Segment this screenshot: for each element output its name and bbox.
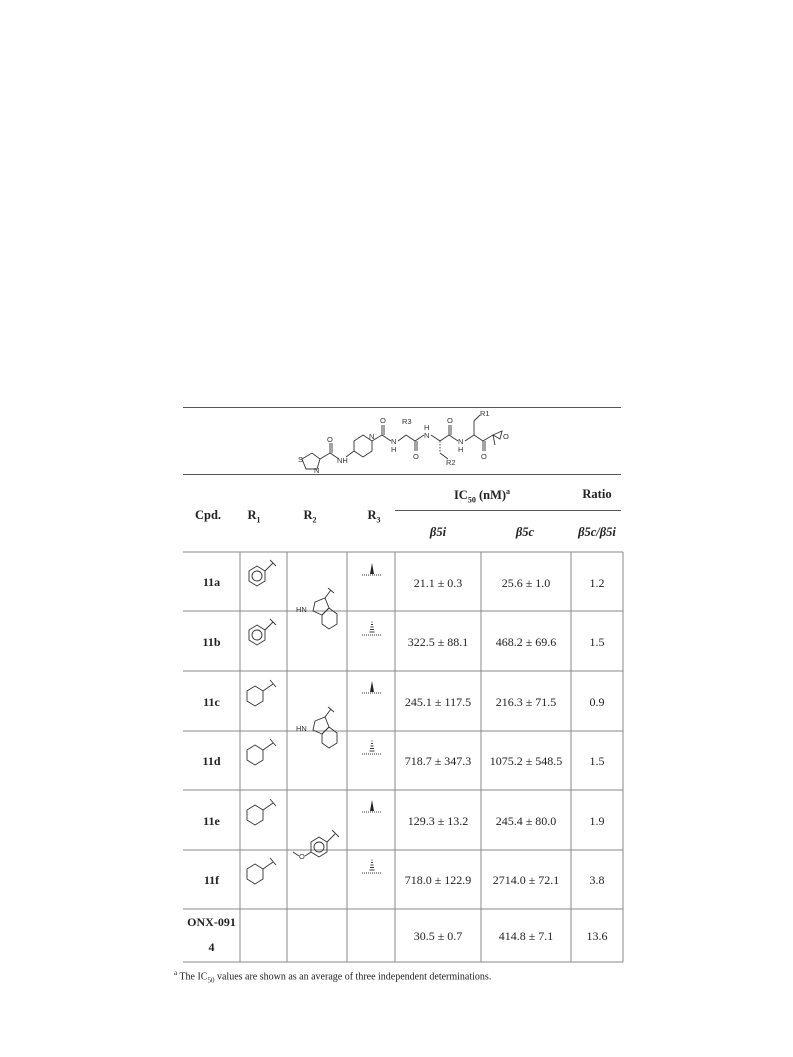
header-r1-text: R <box>247 508 257 522</box>
cpd-onx-0914-line2: 4 <box>208 940 215 954</box>
b5c-11f: 2714.0 ± 72.1 <box>492 873 560 887</box>
table-footnote <box>174 969 491 984</box>
indole-icon <box>289 705 345 761</box>
cyclohexyl-icon <box>243 674 283 714</box>
indole-icon <box>289 586 345 642</box>
urea-o-label: O <box>380 416 386 425</box>
peptide-h2-label: H <box>458 445 464 454</box>
b5i-11e: 129.3 ± 13.2 <box>407 814 469 828</box>
header-ratio: Ratio <box>582 487 612 501</box>
cpd-11f: 11f <box>203 873 220 887</box>
header-r3-text: R <box>367 508 377 522</box>
amide-o-label: O <box>327 435 333 444</box>
b5c-11b: 468.2 ± 69.6 <box>495 635 557 649</box>
scaffold-r2-label: R2 <box>446 458 456 467</box>
header-ic50-unit: (nM) <box>475 488 507 503</box>
cpd-11b: 11b <box>202 635 221 649</box>
b5i-11b: 322.5 ± 88.1 <box>407 635 469 649</box>
methoxy-o-label: O <box>299 852 305 861</box>
ratio-11e: 1.9 <box>589 814 605 828</box>
peptide-o2-label: O <box>447 416 453 425</box>
hash-bond-icon <box>357 856 387 880</box>
phenyl-icon <box>243 614 283 654</box>
cpd-11e: 11e <box>203 814 220 828</box>
header-b5i: β5i <box>429 525 447 539</box>
ratio-11d: 1.5 <box>589 754 605 768</box>
wedge-bond-icon <box>357 678 387 702</box>
phenyl-icon <box>243 555 283 595</box>
b5c-11c: 216.3 ± 71.5 <box>495 695 557 709</box>
wedge-bond-icon <box>357 560 387 584</box>
b5c-11d: 1075.2 ± 548.5 <box>489 754 563 768</box>
footnote-post: values are shown as an average of three independent determinations. <box>214 971 492 983</box>
wedge-bond-icon <box>357 797 387 821</box>
peptide-o1-label: O <box>413 452 419 461</box>
b5i-11c: 245.1 ± 117.5 <box>404 695 472 709</box>
header-ratio-sub: β5c/β5i <box>578 525 616 539</box>
cyclohexyl-icon <box>243 793 283 833</box>
header-ic50-text: IC <box>453 488 468 503</box>
cpd-11d: 11d <box>202 754 221 768</box>
footnote-sub: 50 <box>207 976 215 985</box>
header-ic50-sub: 50 <box>467 495 476 505</box>
b5i-11f: 718.0 ± 122.9 <box>404 873 472 887</box>
b5c-onx-0914: 414.8 ± 7.1 <box>498 929 554 943</box>
b5i-11a: 21.1 ± 0.3 <box>413 576 463 590</box>
header-r2-text: R <box>303 508 313 522</box>
ratio-11f: 3.8 <box>589 873 605 887</box>
ratio-11a: 1.2 <box>589 576 605 590</box>
piperidine-n-label: N <box>369 432 375 441</box>
b5i-onx-0914: 30.5 ± 0.7 <box>413 929 463 943</box>
header-r3-sub: 3 <box>376 515 381 525</box>
hash-bond-icon <box>357 618 387 642</box>
thiazole-n-label: N <box>314 466 320 475</box>
header-r1-sub: 1 <box>256 515 261 525</box>
ratio-onx-0914: 13.6 <box>586 929 608 943</box>
thiazole-s-label: S <box>298 455 304 464</box>
footnote-pre: The IC <box>177 971 208 983</box>
footnote-mark: a <box>174 969 178 977</box>
methoxyphenyl-icon <box>289 822 347 872</box>
b5c-11e: 245.4 ± 80.0 <box>495 814 557 828</box>
cyclohexyl-icon <box>243 852 283 892</box>
ketone-o-label: O <box>481 452 487 461</box>
urea-h-label: H <box>391 445 397 454</box>
indole-nh-label: HN <box>296 605 307 614</box>
hash-bond-icon <box>357 737 387 761</box>
peptide-n1-label: N <box>424 431 430 440</box>
cpd-11c: 11c <box>203 695 220 709</box>
indole-nh-label: HN <box>296 724 307 733</box>
scaffold-r3-label: R3 <box>402 417 412 426</box>
urea-n-label: N <box>391 437 397 446</box>
peptide-n2-label: N <box>458 437 464 446</box>
header-ic50-sup: a <box>506 487 511 496</box>
peptide-h1-label: H <box>424 423 430 432</box>
header-b5c: β5c <box>515 525 535 539</box>
ratio-11c: 0.9 <box>589 695 605 709</box>
cpd-11a: 11a <box>202 575 221 589</box>
ratio-11b: 1.5 <box>589 635 605 649</box>
header-r2-sub: 2 <box>312 515 317 525</box>
epoxide-o-label: O <box>503 432 509 441</box>
amide-nh-label: NH <box>337 456 348 465</box>
header-cpd: Cpd. <box>194 508 222 522</box>
scaffold-r1-label: R1 <box>480 409 490 418</box>
cpd-onx-0914-line1: ONX-091 <box>187 915 236 929</box>
b5i-11d: 718.7 ± 347.3 <box>404 754 472 768</box>
cyclohexyl-icon <box>243 733 283 773</box>
b5c-11a: 25.6 ± 1.0 <box>501 576 551 590</box>
